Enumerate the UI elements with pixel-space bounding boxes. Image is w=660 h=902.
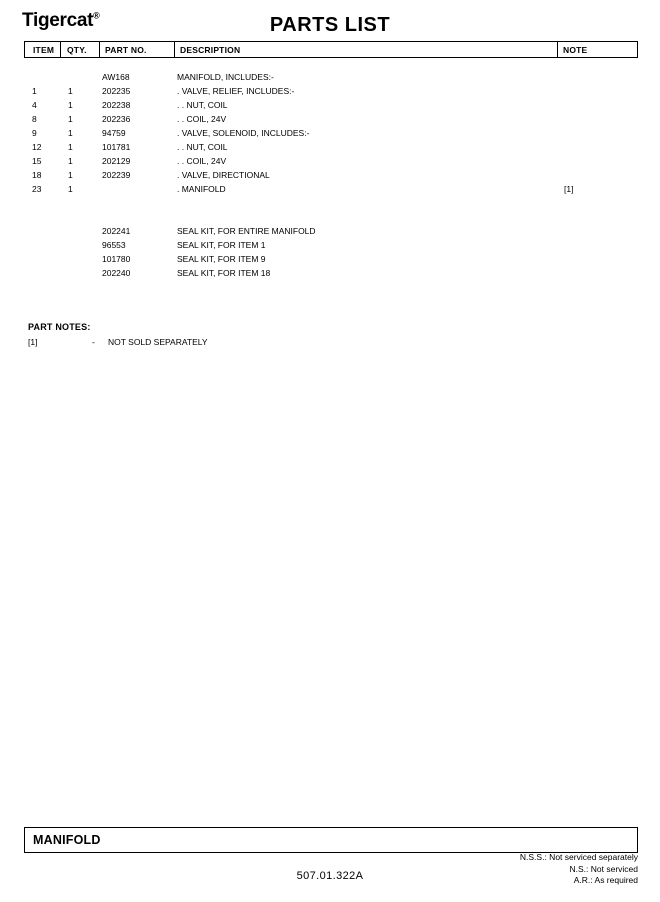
cell-description: SEAL KIT, FOR ITEM 9 (177, 254, 266, 264)
table-row (24, 238, 638, 252)
legend-line-nss: N.S.S.: Not serviced separately (519, 852, 638, 862)
cell-item: 9 (32, 128, 37, 138)
brand-name: Tigercat (22, 10, 94, 31)
abbreviation-legend (520, 852, 638, 887)
column-header-part-no: PART NO. (105, 45, 147, 55)
cell-part-no: 202129 (102, 156, 131, 166)
column-divider-2 (99, 42, 100, 57)
cell-part-no: 202236 (102, 114, 131, 124)
column-header-description: DESCRIPTION (180, 45, 241, 55)
table-row (24, 154, 638, 168)
cell-qty: 1 (68, 156, 73, 166)
cell-item: 4 (32, 100, 37, 110)
cell-description: . . COIL, 24V (177, 114, 227, 124)
cell-description: . . NUT, COIL (177, 142, 228, 152)
table-row (24, 140, 638, 154)
table-row (24, 182, 638, 196)
cell-description: . MANIFOLD (177, 184, 226, 194)
table-row (24, 98, 638, 112)
registered-trademark-icon: ® (93, 10, 100, 21)
cell-part-no: 101781 (102, 142, 131, 152)
cell-qty: 1 (68, 170, 73, 180)
cell-description: . VALVE, DIRECTIONAL (177, 170, 270, 180)
part-notes-section (28, 322, 628, 351)
cell-qty: 1 (68, 128, 73, 138)
section-title: MANIFOLD (33, 833, 101, 847)
cell-part-no: AW168 (102, 72, 130, 82)
part-note-entry (28, 337, 628, 351)
cell-item: 18 (32, 170, 42, 180)
cell-item: 23 (32, 184, 42, 194)
column-divider-4 (557, 42, 558, 57)
cell-part-no: 96553 (102, 240, 126, 250)
column-header-item: ITEM (33, 45, 55, 55)
column-divider-3 (174, 42, 175, 57)
cell-item: 15 (32, 156, 42, 166)
cell-part-no: 101780 (102, 254, 131, 264)
cell-part-no: 202235 (102, 86, 131, 96)
table-row (24, 266, 638, 280)
page-title: PARTS LIST (269, 14, 391, 36)
cell-part-no: 202240 (102, 268, 131, 278)
cell-qty: 1 (68, 114, 73, 124)
column-header-note: NOTE (563, 45, 588, 55)
cell-qty: 1 (68, 86, 73, 96)
cell-qty: 1 (68, 100, 73, 110)
cell-description: SEAL KIT, FOR ITEM 1 (177, 240, 266, 250)
table-row (24, 126, 638, 140)
column-header-qty: QTY. (67, 45, 87, 55)
cell-description: SEAL KIT, FOR ITEM 18 (177, 268, 271, 278)
row-spacer (24, 210, 638, 224)
row-spacer (24, 196, 638, 210)
cell-part-no: 202241 (102, 226, 131, 236)
table-row (24, 224, 638, 238)
cell-description: . . COIL, 24V (177, 156, 227, 166)
page-header (22, 8, 638, 38)
table-header-row (24, 41, 638, 58)
cell-item: 8 (32, 114, 37, 124)
cell-description: . VALVE, SOLENOID, INCLUDES:- (177, 128, 310, 138)
page-number: 507.01.322A (296, 870, 364, 882)
cell-item: 12 (32, 142, 42, 152)
cell-description: . . NUT, COIL (177, 100, 228, 110)
cell-description: SEAL KIT, FOR ENTIRE MANIFOLD (177, 226, 316, 236)
section-title-box (24, 827, 638, 853)
cell-part-no: 202238 (102, 100, 131, 110)
table-body (24, 70, 638, 280)
part-note-dash: - (92, 337, 95, 347)
table-row (24, 112, 638, 126)
cell-item: 1 (32, 86, 37, 96)
part-notes-title: PART NOTES: (28, 322, 91, 332)
parts-table (24, 41, 638, 280)
table-row (24, 168, 638, 182)
table-row (24, 84, 638, 98)
cell-qty: 1 (68, 184, 73, 194)
table-row (24, 252, 638, 266)
cell-note: [1] (564, 184, 574, 194)
cell-description: MANIFOLD, INCLUDES:- (177, 72, 274, 82)
part-note-key: [1] (28, 337, 38, 347)
legend-line-ns: N.S.: Not serviced (569, 863, 638, 874)
cell-qty: 1 (68, 142, 73, 152)
table-row (24, 70, 638, 84)
column-divider-1 (60, 42, 61, 57)
cell-part-no: 202239 (102, 170, 131, 180)
cell-description: . VALVE, RELIEF, INCLUDES:- (177, 86, 295, 96)
part-note-text: NOT SOLD SEPARATELY (108, 337, 208, 347)
cell-part-no: 94759 (102, 128, 126, 138)
legend-line-ar: A.R.: As required (573, 875, 638, 885)
